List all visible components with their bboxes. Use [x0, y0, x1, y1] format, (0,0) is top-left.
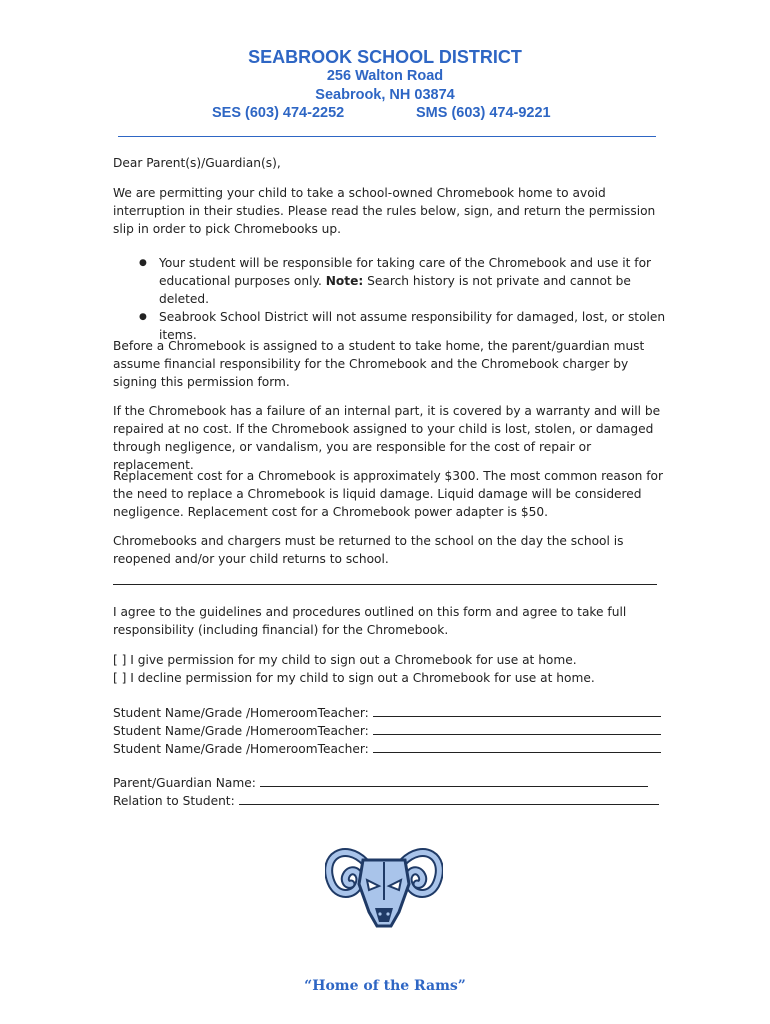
student-field[interactable] [373, 722, 661, 735]
address-city: Seabrook, NH 03874 [315, 87, 455, 103]
relation-label: Relation to Student: [113, 794, 239, 808]
relation-field[interactable] [239, 792, 659, 805]
replacement-paragraph: Replacement cost for a Chromebook is approximately $300. The most common reason for the need to replace a Chromebook is liquid damage. Liquid damage will be considered negligence. Replacement cost for a Chromebook power adapter is $50. [113, 469, 664, 519]
return-paragraph: Chromebooks and chargers must be returned to the school on the day the school is reopened and/or your child returns to school. [113, 534, 624, 566]
district-title: SEABROOK SCHOOL DISTRICT [248, 47, 522, 67]
rule-text: Your student will be responsible for taking care of the Chromebook and use it for educational purposes only. [159, 256, 652, 288]
student-label: Student Name/Grade /HomeroomTeacher: [113, 706, 373, 720]
parent-label: Parent/Guardian Name: [113, 776, 260, 790]
header-divider [118, 136, 656, 137]
decline-permission-option[interactable]: [ ] I decline permission for my child to sign out a Chromebook for use at home. [113, 671, 595, 685]
section-divider [113, 584, 657, 585]
rule-item [159, 254, 679, 308]
student-line [113, 704, 663, 722]
note-label: Note: [325, 274, 364, 288]
relation-line [113, 792, 663, 810]
note-text: Search history is not private and cannot be deleted. [159, 274, 631, 306]
sms-phone: SMS (603) 474-9221 [416, 105, 551, 121]
ram-mascot-icon [325, 840, 443, 932]
give-permission-option[interactable]: [ ] I give permission for my child to sign out a Chromebook for use at home. [113, 653, 577, 667]
rules-list [113, 254, 679, 344]
parent-name-field[interactable] [260, 774, 648, 787]
agreement-text: I agree to the guidelines and procedures outlined on this form and agree to take full responsibility (including financial) for the Chromebook. [113, 605, 627, 637]
rule-text: Seabrook School District will not assume responsibility for damaged, lost, or stolen items. [159, 310, 666, 342]
student-line [113, 740, 663, 758]
parent-line [113, 774, 663, 792]
warranty-paragraph: If the Chromebook has a failure of an internal part, it is covered by a warranty and will be repaired at no cost. If the Chromebook assigned to your child is lost, stolen, or damaged through negligence, or vandalism, you are responsible for the cost of repair or replacement. [113, 404, 661, 472]
ses-phone: SES (603) 474-2252 [212, 105, 345, 121]
intro-paragraph: We are permitting your child to take a school-owned Chromebook home to avoid interruption in their studies. Please read the rules below, sign, and return the permission slip in order to pick Chromebooks up. [113, 186, 656, 236]
student-label: Student Name/Grade /HomeroomTeacher: [113, 742, 373, 756]
address-street: 256 Walton Road [326, 68, 444, 84]
student-field[interactable] [373, 704, 661, 717]
student-field[interactable] [373, 740, 661, 753]
student-label: Student Name/Grade /HomeroomTeacher: [113, 724, 373, 738]
student-line [113, 722, 663, 740]
greeting: Dear Parent(s)/Guardian(s), [113, 156, 281, 170]
school-motto: “Home of the Rams” [304, 978, 466, 994]
before-assign-paragraph: Before a Chromebook is assigned to a student to take home, the parent/guardian must assume financial responsibility for the Chromebook and the Chromebook charger by signing this permission form. [113, 339, 645, 389]
